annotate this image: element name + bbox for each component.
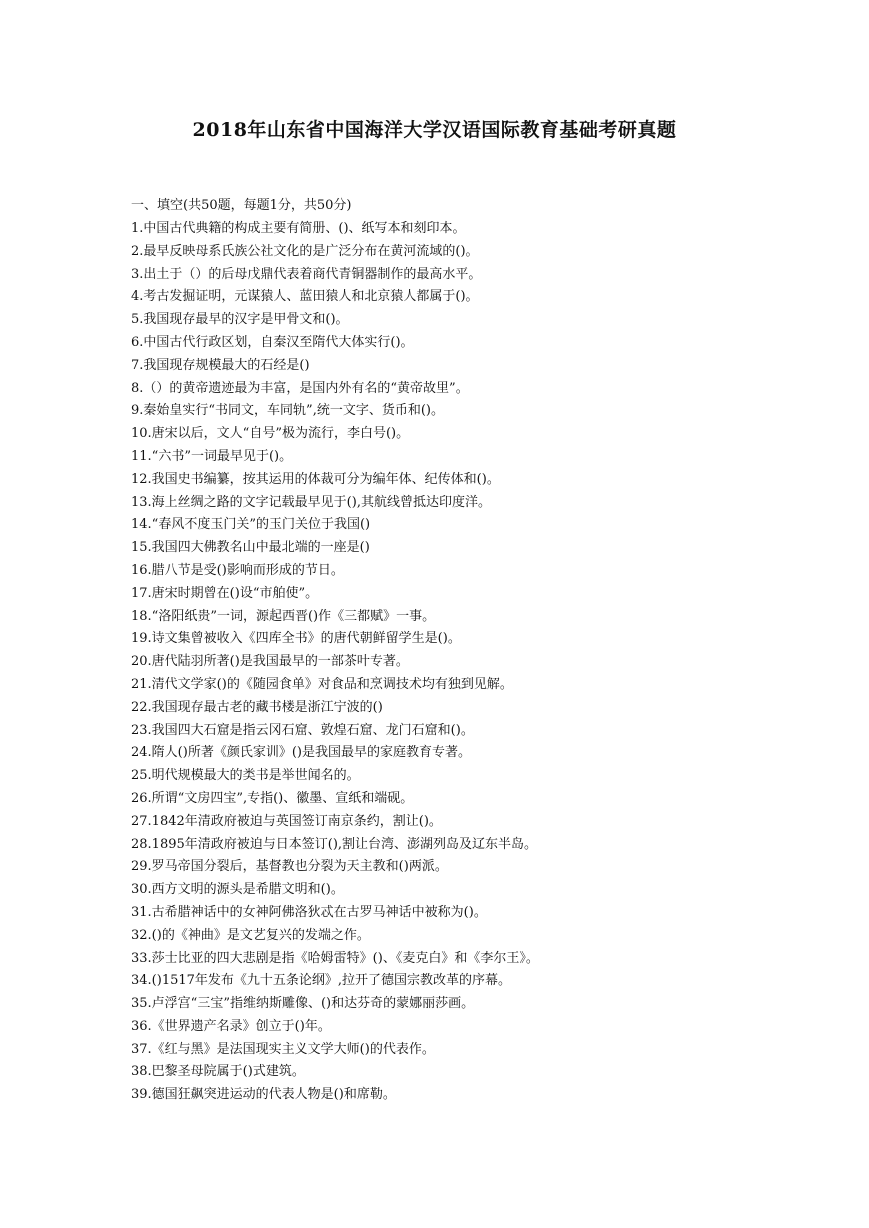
question-item: 34.()1517年发布《九十五条论纲》,拉开了德国宗教改革的序幕。 — [131, 973, 512, 989]
question-item: 24.隋人()所著《颜氏家训》()是我国最早的家庭教育专著。 — [131, 745, 471, 761]
question-item: 16.腊八节是受()影响而形成的节日。 — [131, 562, 344, 578]
question-item: 13.海上丝绸之路的文字记载最早见于(),其航线曾抵达印度洋。 — [131, 494, 491, 510]
question-item: 29.罗马帝国分裂后，基督教也分裂为天主教和()两派。 — [131, 859, 448, 875]
question-item: 25.明代规模最大的类书是举世闻名的。 — [131, 768, 360, 784]
question-item: 8.（）的黄帝遗迹最为丰富，是国内外有名的“黄帝故里”。 — [131, 380, 469, 396]
question-item: 10.唐宋以后，文人“自号”极为流行，李白号()。 — [131, 426, 410, 442]
question-item: 14.“春风不度玉门关”的玉门关位于我国() — [131, 517, 371, 533]
question-item: 28.1895年清政府被迫与日本签订(),割让台湾、澎湖列岛及辽东半岛。 — [131, 836, 538, 852]
question-item: 22.我国现存最古老的藏书楼是浙江宁波的() — [131, 699, 383, 715]
question-item: 30.西方文明的源头是希腊文明和()。 — [131, 882, 344, 898]
question-item: 37.《红与黑》是法国现实主义文学大师()的代表作。 — [131, 1041, 435, 1057]
question-item: 6.中国古代行政区划，自秦汉至隋代大体实行()。 — [131, 334, 414, 350]
question-item: 27.1842年清政府被迫与英国签订南京条约，割让()。 — [131, 813, 442, 829]
question-item: 11.“六书”一词最早见于()。 — [131, 448, 293, 464]
question-item: 9.秦始皇实行“书同文，车同轨”,统一文字、货币和()。 — [131, 403, 444, 419]
question-item: 26.所谓“文房四宝”,专指()、徽墨、宣纸和端砚。 — [131, 790, 414, 806]
question-item: 18.“洛阳纸贵”一词，源起西晋()作《三都赋》一事。 — [131, 608, 436, 624]
question-item: 3.出土于（）的后母戊鼎代表着商代青铜器制作的最高水平。 — [131, 266, 482, 282]
question-item: 19.诗文集曾被收入《四库全书》的唐代朝鲜留学生是()。 — [131, 631, 461, 647]
question-item: 20.唐代陆羽所著()是我国最早的一部茶叶专著。 — [131, 654, 409, 670]
question-item: 35.卢浮宫“三宝”指维纳斯雕像、()和达芬奇的蒙娜丽莎画。 — [131, 996, 475, 1012]
question-item: 5.我国现存最早的汉字是甲骨文和()。 — [131, 312, 349, 328]
question-item: 21.清代文学家()的《随园食单》对食品和烹调技术均有独到见解。 — [131, 676, 513, 692]
question-item: 17.唐宋时期曾在()设“市舶使”。 — [131, 585, 319, 601]
question-item: 31.古希腊神话中的女神阿佛洛狄忒在古罗马神话中被称为()。 — [131, 904, 487, 920]
question-item: 4.考古发掘证明，元谋猿人、蓝田猿人和北京猿人都属于()。 — [131, 289, 479, 305]
question-item: 23.我国四大石窟是指云冈石窟、敦煌石窟、龙门石窟和()。 — [131, 722, 474, 738]
question-item: 15.我国四大佛教名山中最北端的一座是() — [131, 540, 370, 556]
question-item: 36.《世界遗产名录》创立于()年。 — [131, 1018, 331, 1034]
question-item: 1.中国古代典籍的构成主要有简册、()、纸写本和刻印本。 — [131, 221, 466, 236]
question-item: 32.()的《神曲》是文艺复兴的发端之作。 — [131, 927, 370, 943]
question-list — [131, 218, 751, 1107]
question-item: 33.莎士比亚的四大悲剧是指《哈姆雷特》()、《麦克白》和《李尔王》。 — [131, 950, 539, 966]
section-heading: 一、填空(共50题，每题1分，共50分) — [131, 198, 352, 213]
question-item: 12.我国史书编纂，按其运用的体裁可分为编年体、纪传体和()。 — [131, 471, 500, 487]
question-item: 39.德国狂飙突进运动的代表人物是()和席勒。 — [131, 1087, 396, 1103]
question-item: 7.我国现存规模最大的石经是() — [131, 357, 310, 373]
question-item: 2.最早反映母系氏族公社文化的是广泛分布在黄河流域的()。 — [131, 243, 479, 259]
question-item: 38.巴黎圣母院属于()式建筑。 — [131, 1064, 305, 1080]
document-title: 2018年山东省中国海洋大学汉语国际教育基础考研真题 — [192, 119, 677, 141]
